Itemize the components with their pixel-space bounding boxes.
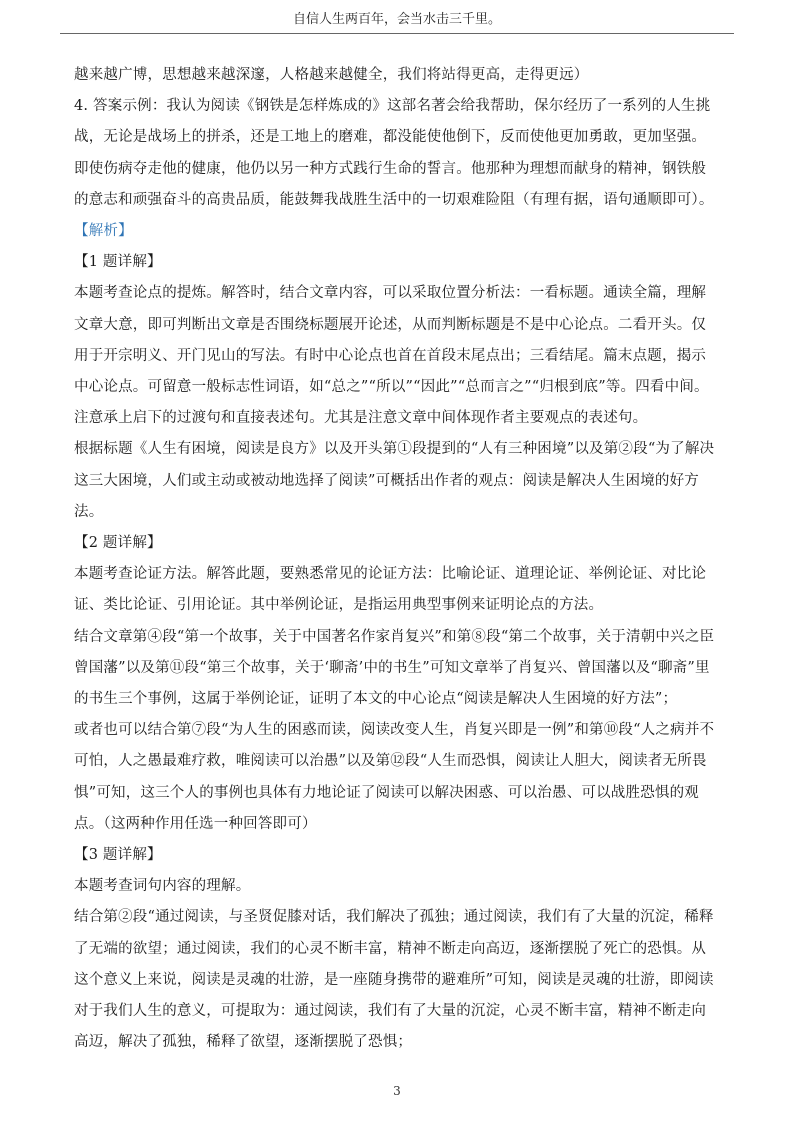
q2-heading: 【2 题详解】 bbox=[74, 535, 162, 552]
header-divider bbox=[60, 33, 734, 34]
page-header: 自信人生两百年，会当水击三千里。 bbox=[292, 12, 501, 27]
q2-answer-paragraph: 结合文章第④段“第一个故事，关于中国著名作家肖复兴”和第⑧段“第二个故事，关于清朝中兴之臣曾国藩”以及第⑪段“第三个故事，关于‘聊斋’中的书生”可知文章举了肖复兴、曾国藩以及“聊斋”里的书生三个事例，这属于举例论证，证明了本文的中心论点“阅读是解决人生困境的好方法”； bbox=[74, 628, 715, 708]
analysis-heading: 【解析】 bbox=[74, 223, 133, 240]
paragraph-continuation: 越来越广博，思想越来越深邃，人格越来越健全，我们将站得更高，走得更远） bbox=[74, 67, 589, 83]
q3-answer-paragraph: 结合第②段“通过阅读，与圣贤促膝对话，我们解决了孤独；通过阅读，我们有了大量的沉淀，稀释了无端的欲望；通过阅读，我们的心灵不断丰富，精神不断走向高迈，逐渐摆脱了死亡的恐惧。从这个意义上来说，阅读是灵魂的壮游，是一座随身携带的避难所”可知，阅读是灵魂的壮游，即阅读对于我们人生的意义，可提取为：通过阅读，我们有了大量的沉淀，心灵不断丰富，精神不断走向高迈，解决了孤独，稀释了欲望，逐渐摆脱了恐惧； bbox=[74, 909, 714, 1051]
page-number: 3 bbox=[393, 1084, 401, 1098]
q2-alternative-paragraph: 或者也可以结合第⑦段“为人生的困惑而读，阅读改变人生，肖复兴即是一例”和第⑩段“人之病并不可怕，人之愚最难疗救，唯阅读可以治愚”以及第⑫段“人生而恐惧，阅读让人胆大，阅读者无所畏惧”可知，这三个人的事例也具体有力地论证了阅读可以解决困惑、可以治愚、可以战胜恐惧的观点。（这两种作用任选一种回答即可） bbox=[74, 722, 715, 832]
answer-4-paragraph: 4. 答案示例：我认为阅读《钢铁是怎样炼成的》这部名著会给我帮助，保尔经历了一系列的人生挑战，无论是战场上的拼杀，还是工地上的磨难，都没能使他倒下，反而使他更加勇敢，更加坚强。即使伤病夺走他的健康，他仍以另一种方式践行生命的誓言。他那种为理想而献身的精神，钢铁般的意志和顽强奋斗的高贵品质，能鼓舞我战胜生活中的一切艰难险阻（有理有据，语句通顺即可）。 bbox=[74, 98, 714, 208]
q1-heading: 【1 题详解】 bbox=[74, 254, 162, 271]
document-body bbox=[74, 60, 720, 1059]
q3-explanation-paragraph: 本题考查词句内容的理解。 bbox=[74, 878, 251, 895]
q2-explanation-paragraph: 本题考查论证方法。解答此题，要熟悉常见的论证方法：比喻论证、道理论证、举例论证、对比论证、类比论证、引用论证。其中举例论证，是指运用典型事例来证明论点的方法。 bbox=[74, 566, 707, 614]
q1-answer-paragraph: 根据标题《人生有困境，阅读是良方》以及开头第①段提到的“人有三种困境”以及第②段“为了解决这三大困境，人们或主动或被动地选择了阅读”可概括出作者的观点：阅读是解决人生困境的好方法。 bbox=[74, 441, 715, 520]
q3-heading: 【3 题详解】 bbox=[74, 847, 162, 864]
q1-explanation-paragraph: 本题考查论点的提炼。解答时，结合文章内容，可以采取位置分析法：一看标题。通读全篇，理解文章大意，即可判断出文章是否围绕标题展开论述，从而判断标题是不是中心论点。二看开头。仅用于开宗明义、开门见山的写法。有时中心论点也首在首段末尾点出；三看结尾。篇末点题，揭示中心论点。可留意一般标志性词语，如“总之”“所以”“因此”“总而言之”“归根到底”等。四看中间。注意承上启下的过渡句和直接表述句。尤其是注意文章中间体现作者主要观点的表述句。 bbox=[74, 285, 709, 427]
